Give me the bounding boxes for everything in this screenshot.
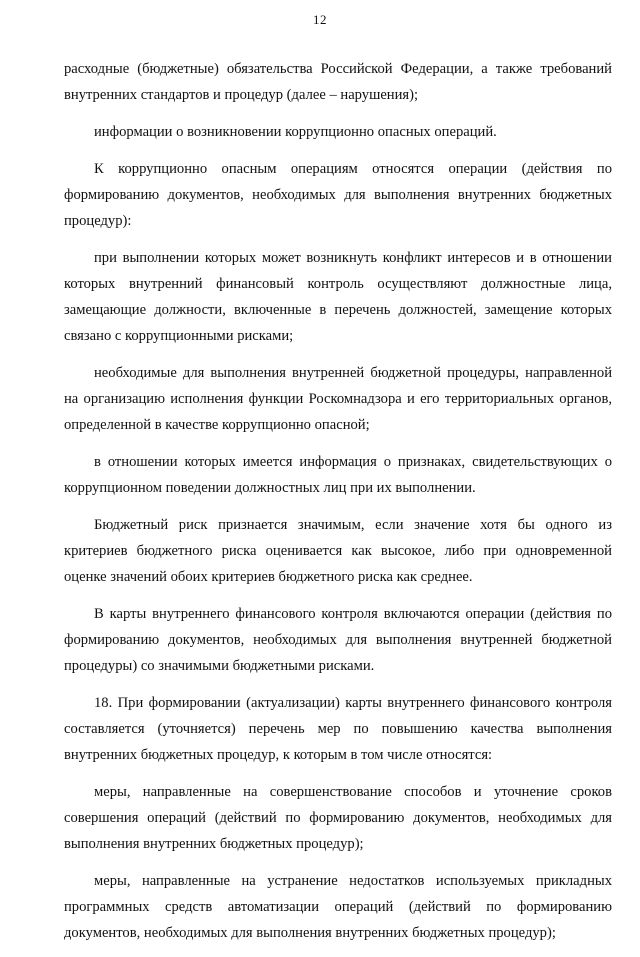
paragraph: при выполнении которых может возникнуть конфликт интересов и в отношении которых внутренний финансовый контроль осуществляют должностные лица, замещающие должности, включенные в перечень должностей, замещение которых связано с коррупционными рисками; bbox=[64, 250, 612, 344]
page-number: 12 bbox=[313, 12, 327, 27]
paragraph: Бюджетный риск признается значимым, если значение хотя бы одного из критериев бюджетного риска оценивается как высокое, либо при одновременной оценке значений обоих критериев бюджетного риска как среднее. bbox=[64, 517, 612, 585]
paragraph: К коррупционно опасным операциям относятся операции (действия по формированию документов, необходимых для выполнения внутренних бюджетных процедур): bbox=[64, 161, 612, 229]
paragraph: необходимые для выполнения внутренней бюджетной процедуры, направленной на организацию исполнения функции Роскомнадзора и его территориальных органов, определенной в качестве коррупционно опасной; bbox=[64, 365, 612, 433]
paragraph: в отношении которых имеется информация о признаках, свидетельствующих о коррупционном поведении должностных лиц при их выполнении. bbox=[64, 454, 612, 496]
paragraph: меры, направленные на совершенствование способов и уточнение сроков совершения операций (действий по формированию документов, необходимых для выполнения внутренних бюджетных процедур); bbox=[64, 784, 612, 852]
document-body bbox=[64, 56, 612, 957]
paragraph: меры, направленные на устранение недостатков используемых прикладных программных средств автоматизации операций (действий по формированию документов, необходимых для выполнения внутренних бюджетных процедур); bbox=[64, 873, 612, 941]
paragraph: информации о возникновении коррупционно опасных операций. bbox=[94, 124, 497, 140]
paragraph-continuation: расходные (бюджетные) обязательства Российской Федерации, а также требований внутренних стандартов и процедур (далее – нарушения); bbox=[64, 61, 612, 103]
paragraph: В карты внутреннего финансового контроля включаются операции (действия по формированию документов, необходимых для выполнения внутренней бюджетной процедуры) со значимыми бюджетными рисками. bbox=[64, 606, 612, 674]
paragraph-numbered-18: 18. При формировании (актуализации) карты внутреннего финансового контроля составляется (уточняется) перечень мер по повышению качества выполнения внутренних бюджетных процедур, к которым в том числе относятся: bbox=[64, 695, 612, 763]
